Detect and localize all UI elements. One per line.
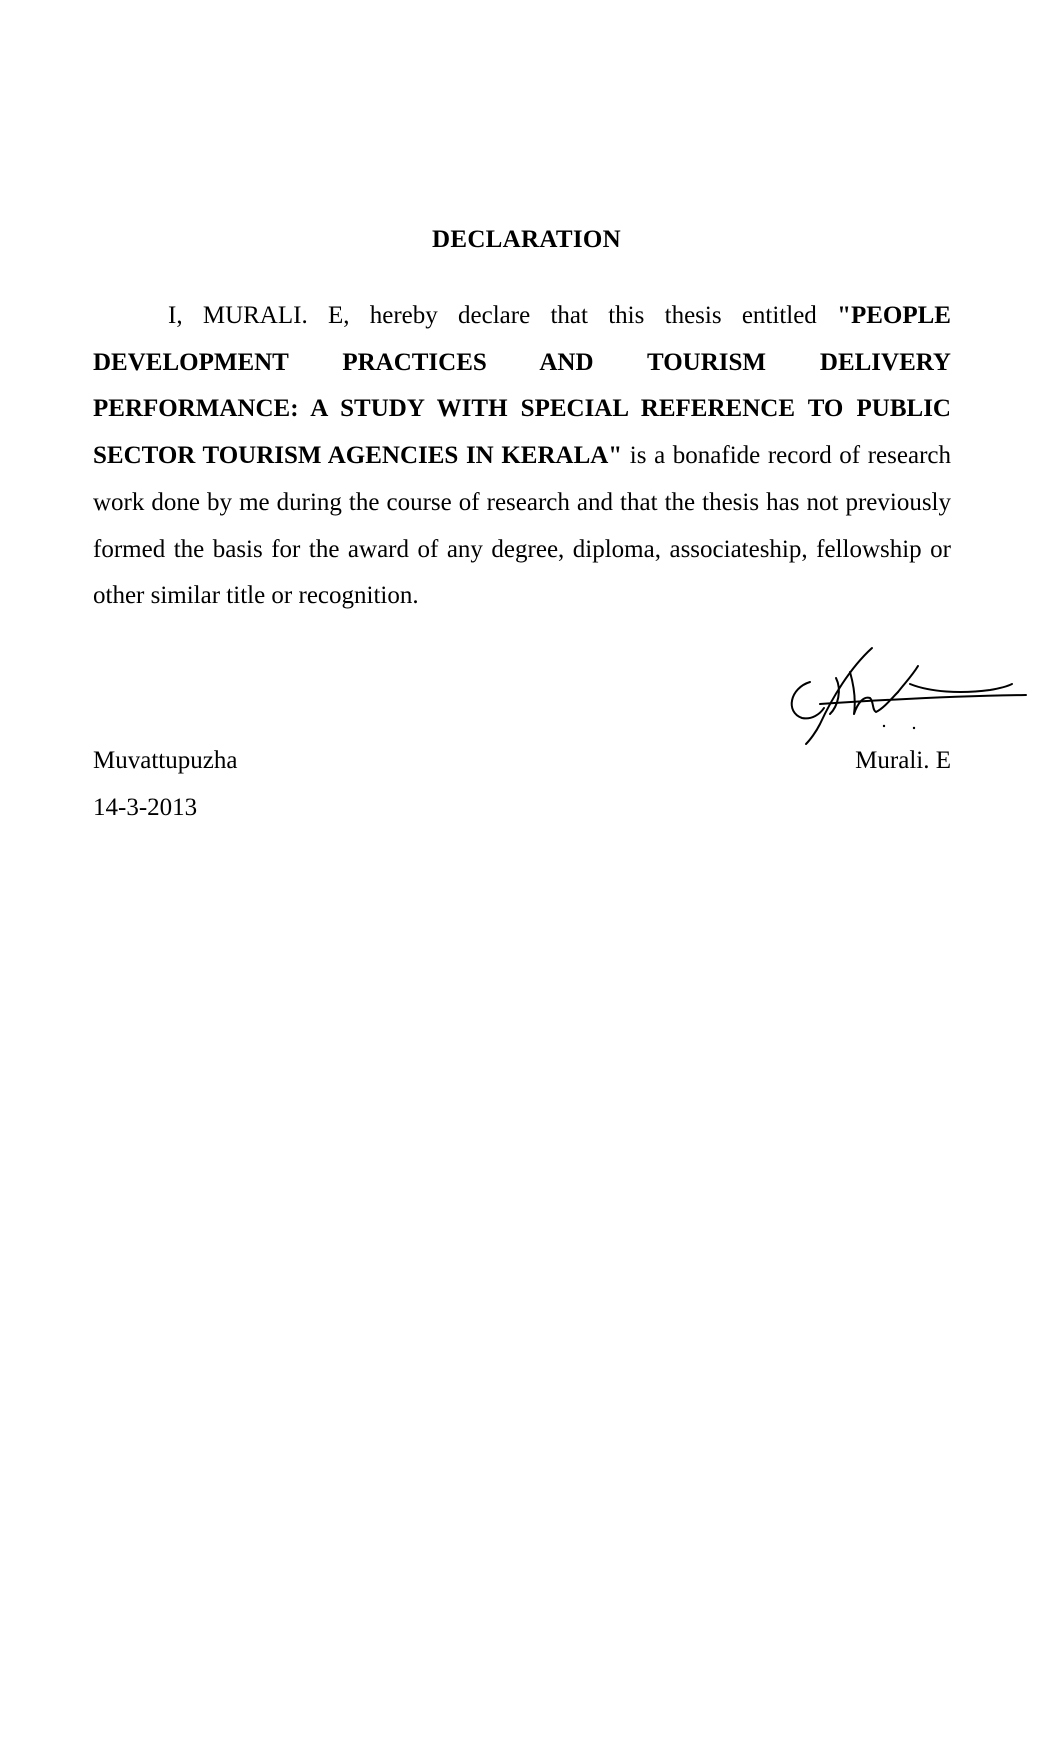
declaration-paragraph (93, 293, 951, 620)
place-label: Muvattupuzha (93, 747, 238, 774)
date-label: 14-3-2013 (93, 794, 198, 821)
declaration-intro: I, MURALI. E, hereby declare that this thesis entitled (168, 302, 838, 329)
declaration-rest: is a bonafide record of research work done by me during the course of research and that the thesis has not previously formed the basis for the award of any degree, diploma, associateship, fellowship or other similar title or recognition. (93, 442, 952, 610)
signature-icon (780, 640, 1030, 750)
signer-name: Murali. E (855, 747, 951, 774)
thesis-title: "PEOPLE DEVELOPMENT PRACTICES AND TOURISM DELIVERY PERFORMANCE: A STUDY WITH SPECIAL REFERENCE TO PUBLIC SECTOR TOURISM AGENCIES IN KERALA" (93, 302, 951, 470)
page-title: DECLARATION (432, 226, 621, 253)
